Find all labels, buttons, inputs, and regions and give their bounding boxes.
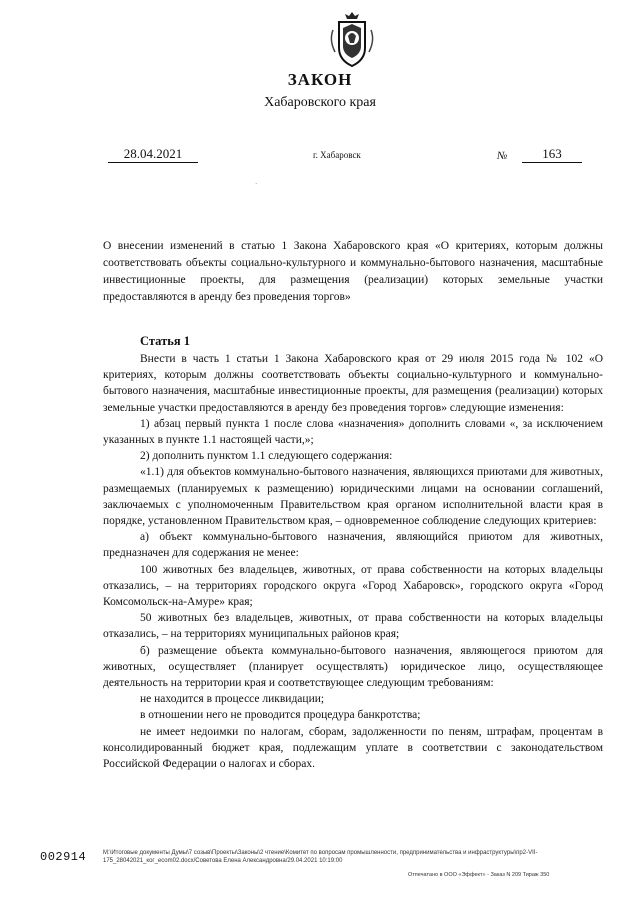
- law-city: г. Хабаровск: [313, 150, 361, 160]
- article-paragraph: не находится в процессе ликвидации;: [140, 693, 325, 706]
- law-date: 28.04.2021: [108, 146, 198, 163]
- article-paragraph: б) размещение объекта коммунально-бытового назначения, являющегося приютом для животных, осуществляет (планирует осуществлять) юридическое лицо, осуществляющее деятельность на территории края и соответствующее следующим требованиям:: [103, 644, 603, 690]
- coat-of-arms-icon: [327, 10, 377, 70]
- article-heading: Статья 1: [140, 334, 190, 348]
- article-paragraph: 100 животных без владельцев, животных, от права собственности на которых владельцы отказались, – на территориях городского округа «Город Хабаровск», городского округа «Город Комсомольск-на-Амуре» края;: [103, 563, 603, 609]
- print-note: Отпечатано в ООО «Эффект» - Заказ N 209 Тираж 350: [408, 872, 550, 878]
- law-title: ЗАКОН: [287, 70, 353, 89]
- article-paragraph: 50 животных без владельцев, животных, от права собственности на которых владельцы отказались, – на территориях муниципальных районов края;: [103, 612, 603, 641]
- article-paragraph: а) объект коммунально-бытового назначения, являющийся приютом для животных, предназначен для содержания не менее:: [103, 531, 603, 560]
- article-paragraph: 2) дополнить пунктом 1.1 следующего содержания:: [140, 450, 393, 463]
- article-paragraph: 1) абзац первый пункта 1 после слова «назначения» дополнить словами «, за исключением указанных в пункте 1.1 настоящей части,»;: [103, 417, 603, 447]
- law-subtitle: Хабаровского края: [264, 95, 376, 110]
- article-body: [103, 351, 603, 772]
- article-paragraph: «1.1) для объектов коммунально-бытового назначения, являющихся приютами для животных, размещаемых (планируемых к размещению) юридическими лицами на основании соглашений, заключаемых с уполномоченным Правительством края органом исполнительной власти края в порядке, установленном Правительством края, – одновременное соблюдение следующих критериев:: [103, 466, 603, 528]
- document-serial-number: 002914: [40, 850, 87, 864]
- law-number: 163: [522, 146, 582, 163]
- document-file-path: M:\Итоговые документы Думы\7 созыв\Проекты\Законы\2 чтение\Комитет по вопросам промышленности, предпринимательства и инфраструктуры\пр2-VII-175_28042021_ког_ecom02.docx/Советова Елена Александровна/29.04.2021 10:19:00: [103, 850, 538, 864]
- law-preamble: О внесении изменений в статью 1 Закона Хабаровского края «О критериях, которым должны соответствовать объекты социально-культурного и коммунально-бытового назначения, масштабные инвестиционные проекты, для размещения (реализации) которых земельные участки предоставляются в аренду без проведения торгов»: [103, 240, 603, 303]
- article-paragraph: не имеет недоимки по налогам, сборам, задолженности по пеням, штрафам, процентам в консолидированный бюджет края, подлежащим уплате в соответствии с законодательством Российской Федерации о налогах и сборах.: [103, 725, 603, 771]
- law-number-label: №: [497, 150, 508, 162]
- article-paragraph: Внести в часть 1 статьи 1 Закона Хабаровского края от 29 июля 2015 года № 102 «О критериях, которым должны соответствовать объекты социально-культурного и коммунально-бытового назначения, масштабные инвестиционные проекты, для размещения (реализации) которых земельные участки предоставляются в аренду без проведения торгов» следующие изменения:: [103, 353, 603, 414]
- scan-speck: ·: [255, 180, 258, 188]
- article-paragraph: в отношении него не проводится процедура банкротства;: [140, 709, 421, 722]
